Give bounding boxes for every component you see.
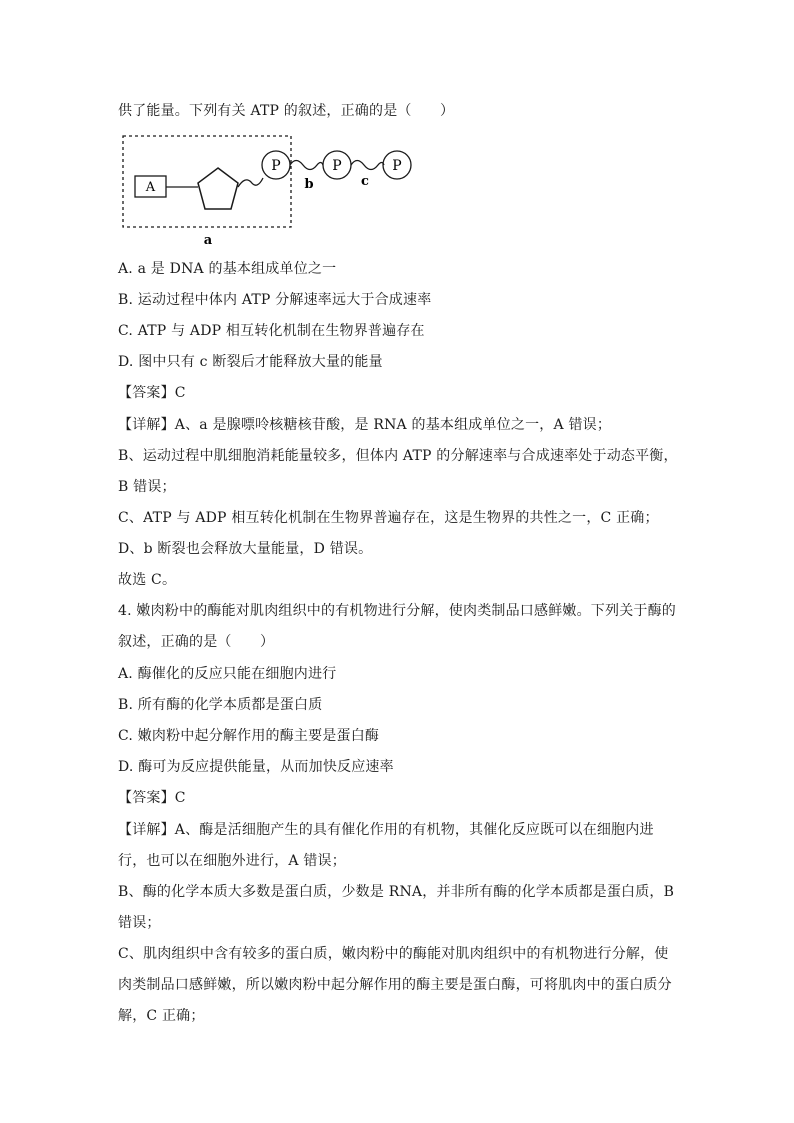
q4-option-c: C. 嫩肉粉中起分解作用的酶主要是蛋白酶: [118, 728, 380, 744]
q3-option-b: B. 运动过程中体内 ATP 分解速率远大于合成速率: [118, 292, 432, 308]
adenine-label: A: [145, 180, 156, 195]
q4-explanation-line: 解，C 正确；: [118, 1008, 205, 1024]
q4-explanation-line: 【详解】A、酶是活细胞产生的具有催化作用的有机物，其催化反应既可以在细胞内进: [118, 822, 654, 838]
ribose-phosphate-bond: [238, 178, 263, 187]
q3-explanation-line: D、b 断裂也会释放大量能量，D 错误。: [118, 541, 373, 557]
q3-option-d: D. 图中只有 c 断裂后才能释放大量的能量: [118, 354, 383, 370]
ribose-pentagon: [198, 168, 238, 209]
atp-structure-diagram: [118, 132, 428, 252]
q4-explanation-line: B、酶的化学本质大多数是蛋白质，少数是 RNA，并非所有酶的化学本质都是蛋白质，B: [118, 884, 675, 900]
q3-explanation-line: B 错误；: [118, 479, 176, 495]
q4-answer: 【答案】C: [118, 790, 186, 806]
q4-explanation-line: 行，也可以在细胞外进行，A 错误；: [118, 853, 346, 869]
q3-explanation-line: 【详解】A、a 是腺嘌呤核糖核苷酸，是 RNA 的基本组成单位之一，A 错误；: [118, 417, 612, 433]
q4-explanation-line: 错误；: [118, 915, 161, 931]
phosphate-2-label: P: [332, 158, 342, 174]
phosphate-1-label: P: [271, 158, 281, 174]
q3-explanation-line: C、ATP 与 ADP 相互转化机制在生物界普遍存在，这是生物界的共性之一，C 正确；: [118, 510, 659, 526]
q4-stem-line: 4. 嫩肉粉中的酶能对肌肉组织中的有机物进行分解，使肉类制品口感鲜嫩。下列关于酶的: [118, 603, 677, 619]
q4-option-a: A. 酶催化的反应只能在细胞内进行: [118, 666, 337, 682]
high-energy-bond-b: [290, 161, 323, 170]
q3-option-c: C. ATP 与 ADP 相互转化机制在生物界普遍存在: [118, 323, 425, 339]
bond-c-label: c: [361, 174, 369, 189]
bond-b-label: b: [304, 177, 314, 192]
q3-explanation-line: B、运动过程中肌细胞消耗能量较多，但体内 ATP 的分解速率与合成速率处于动态平衡，: [118, 448, 678, 464]
q4-option-d: D. 酶可为反应提供能量，从而加快反应速率: [118, 759, 394, 775]
q4-stem-line: 叙述，正确的是（ ）: [118, 634, 275, 650]
nucleotide-a-label: a: [203, 233, 213, 248]
q3-option-a: A. a 是 DNA 的基本组成单位之一: [118, 261, 337, 277]
high-energy-bond-c: [351, 161, 384, 170]
q3-stem-tail: 供了能量。下列有关 ATP 的叙述，正确的是（ ）: [118, 103, 455, 119]
phosphate-3-label: P: [392, 158, 402, 174]
q4-explanation-line: C、肌肉组织中含有较多的蛋白质，嫩肉粉中的酶能对肌肉组织中的有机物进行分解，使: [118, 946, 669, 962]
q4-explanation-line: 肉类制品口感鲜嫩，所以嫩肉粉中起分解作用的酶主要是蛋白酶，可将肌肉中的蛋白质分: [118, 977, 672, 993]
q3-answer: 【答案】C: [118, 385, 186, 401]
q4-option-b: B. 所有酶的化学本质都是蛋白质: [118, 697, 323, 713]
q3-explanation-line: 故选 C。: [118, 572, 177, 588]
